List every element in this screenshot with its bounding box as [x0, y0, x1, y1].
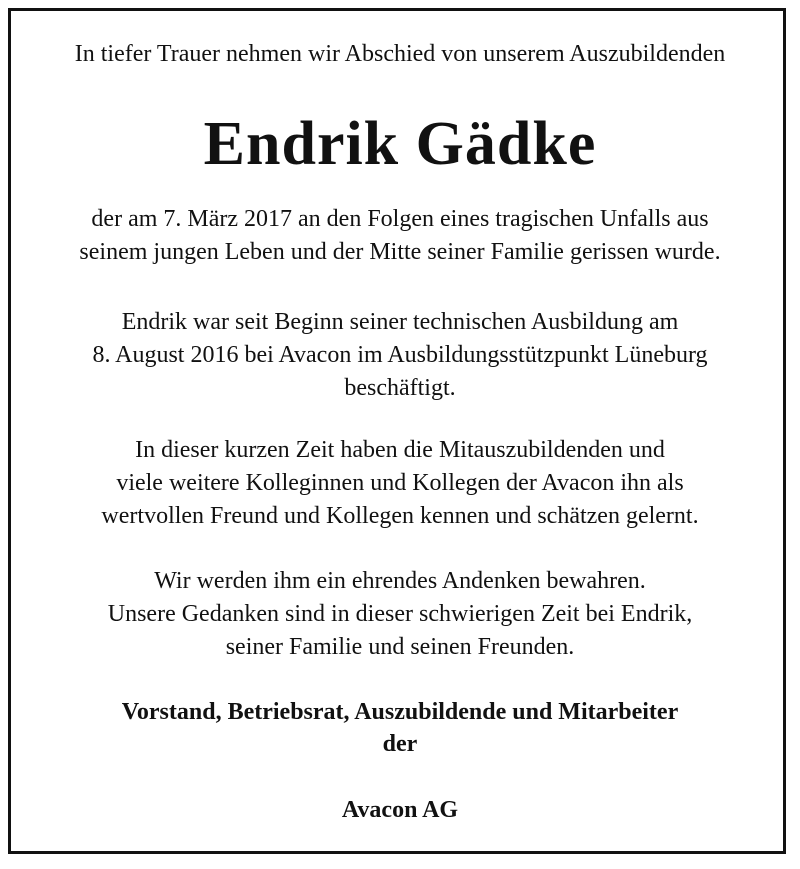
- paragraph-line: Unsere Gedanken sind in dieser schwierigen Zeit bei Endrik,: [107, 601, 693, 627]
- paragraph-remembrance: [0, 565, 800, 664]
- paragraph-line: der am 7. März 2017 an den Folgen eines tragischen Unfalls aus: [91, 206, 709, 232]
- paragraph-line: viele weitere Kolleginnen und Kollegen der Avacon ihn als: [116, 470, 684, 496]
- paragraph-line: 8. August 2016 bei Avacon im Ausbildungsstützpunkt Lüneburg: [92, 342, 708, 368]
- signature-block: [0, 696, 800, 760]
- paragraph-line: Wir werden ihm ein ehrendes Andenken bewahren.: [154, 568, 646, 594]
- paragraph-colleagues: [0, 434, 800, 533]
- paragraph-line: wertvollen Freund und Kollegen kennen und schätzen gelernt.: [101, 503, 699, 529]
- company-name: Avacon AG: [341, 797, 459, 823]
- paragraph-death-date: [0, 203, 800, 269]
- deceased-name: Endrik Gädke: [203, 110, 597, 178]
- paragraph-line: seinem jungen Leben und der Mitte seiner Familie gerissen wurde.: [79, 239, 721, 265]
- paragraph-line: seiner Familie und seinen Freunden.: [225, 634, 575, 660]
- intro-line: In tiefer Trauer nehmen wir Abschied von unserem Auszubildenden: [74, 41, 726, 67]
- signature-line: Vorstand, Betriebsrat, Auszubildende und Mitarbeiter: [121, 699, 679, 725]
- paragraph-line: Endrik war seit Beginn seiner technischen Ausbildung am: [121, 309, 679, 335]
- paragraph-training: [0, 306, 800, 405]
- paragraph-line: beschäftigt.: [344, 375, 456, 401]
- signature-line: der: [382, 731, 418, 757]
- paragraph-line: In dieser kurzen Zeit haben die Mitauszubildenden und: [135, 437, 665, 463]
